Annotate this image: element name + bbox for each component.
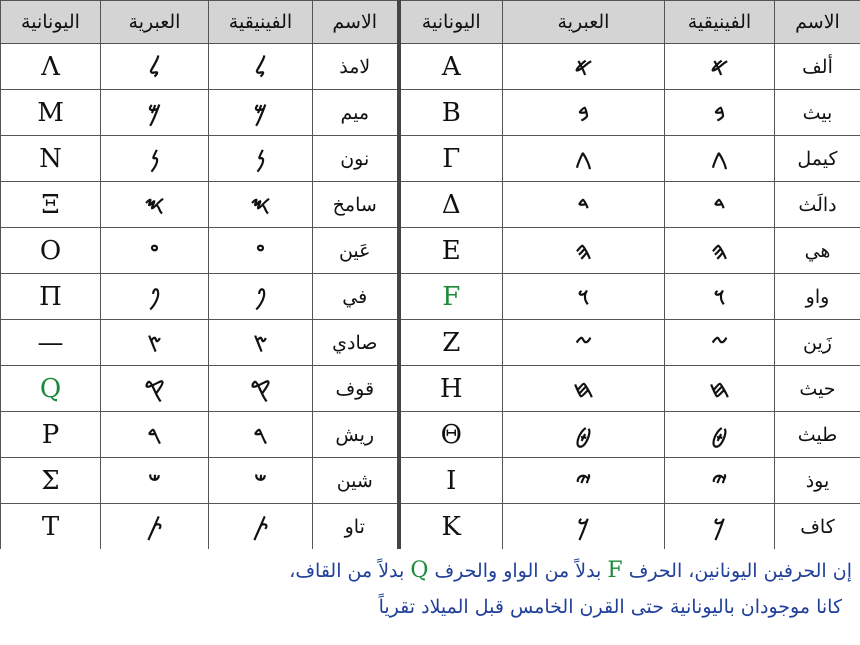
hebrew-letter-right: 𐤄 (503, 228, 665, 274)
phoenician-letter-right: 𐤄 (665, 228, 775, 274)
letter-name-left: عَين (313, 228, 399, 274)
hebrew-letter-right: 𐤁 (503, 90, 665, 136)
phoenician-letter-right: 𐤀 (665, 44, 775, 90)
footnote-letter-f: F (607, 558, 623, 583)
letter-name-left: صادي (313, 320, 399, 366)
phoenician-letter-right: 𐤉 (665, 458, 775, 504)
greek-letter-left: P (1, 412, 101, 458)
table-row (1, 412, 860, 458)
header-greek-left: اليونانية (1, 1, 101, 44)
header-phoenician-right: الفينيقية (665, 1, 775, 44)
header-row (1, 1, 860, 44)
greek-letter-right: A (399, 44, 503, 90)
footnote-text-a: إن الحرفين اليونانين، الحرف (628, 560, 852, 582)
footnote-letter-q: Q (410, 558, 429, 583)
phoenician-letter-right: 𐤈 (665, 412, 775, 458)
phoenician-letter-right: 𐤁 (665, 90, 775, 136)
letter-name-left: شين (313, 458, 399, 504)
greek-letter-left: Π (1, 274, 101, 320)
hebrew-letter-right: 𐤊 (503, 504, 665, 550)
hebrew-letter-left: 𐤐 (101, 274, 209, 320)
table-row (1, 90, 860, 136)
letter-name-right: زَين (775, 320, 860, 366)
greek-letter-right: B (399, 90, 503, 136)
letter-name-left: لامذ (313, 44, 399, 90)
phoenician-letter-right: 𐤆 (665, 320, 775, 366)
phoenician-letter-left: 𐤎 (209, 182, 313, 228)
phoenician-letter-right: 𐤇 (665, 366, 775, 412)
greek-letter-left: Q (1, 366, 101, 412)
footnote-text-c: بدلاً من القاف، (289, 560, 405, 582)
letter-name-left: قوف (313, 366, 399, 412)
phoenician-letter-right: 𐤂 (665, 136, 775, 182)
greek-letter-left: Λ (1, 44, 101, 90)
hebrew-letter-left: 𐤑 (101, 320, 209, 366)
footnote-line-2: كانا موجودان باليونانية حتى القرن الخامس قبل الميلاد تقرياً (378, 596, 842, 618)
hebrew-letter-left: 𐤋 (101, 44, 209, 90)
greek-letter-right: H (399, 366, 503, 412)
letter-name-right: دالَث (775, 182, 860, 228)
hebrew-letter-left: 𐤎 (101, 182, 209, 228)
hebrew-letter-left: 𐤍 (101, 136, 209, 182)
greek-letter-right: Γ (399, 136, 503, 182)
table-row (1, 228, 860, 274)
phoenician-letter-left: 𐤍 (209, 136, 313, 182)
header-greek-right: اليونانية (399, 1, 503, 44)
letter-name-left: سامخ (313, 182, 399, 228)
hebrew-letter-left: 𐤕 (101, 504, 209, 550)
hebrew-letter-right: 𐤇 (503, 366, 665, 412)
header-hebrew-left: العبرية (101, 1, 209, 44)
hebrew-letter-left: 𐤏 (101, 228, 209, 274)
header-name-right: الاسم (775, 1, 860, 44)
greek-letter-left: N (1, 136, 101, 182)
letter-name-right: حيث (775, 366, 860, 412)
footnote-line-1 (2, 558, 852, 583)
letter-name-left: نون (313, 136, 399, 182)
phoenician-letter-left: 𐤋 (209, 44, 313, 90)
letter-name-right: واو (775, 274, 860, 320)
table-row (1, 182, 860, 228)
hebrew-letter-right: 𐤃 (503, 182, 665, 228)
letter-name-right: ألف (775, 44, 860, 90)
table-row (1, 274, 860, 320)
phoenician-letter-right: 𐤊 (665, 504, 775, 550)
phoenician-letter-right: 𐤃 (665, 182, 775, 228)
greek-letter-left: M (1, 90, 101, 136)
phoenician-letter-left: 𐤐 (209, 274, 313, 320)
phoenician-letter-left: 𐤔 (209, 458, 313, 504)
hebrew-letter-left: 𐤓 (101, 412, 209, 458)
header-name-left: الاسم (313, 1, 399, 44)
table-row (1, 366, 860, 412)
hebrew-letter-right: 𐤂 (503, 136, 665, 182)
phoenician-letter-right: 𐤅 (665, 274, 775, 320)
greek-letter-left: — (1, 320, 101, 366)
phoenician-letter-left: 𐤓 (209, 412, 313, 458)
letter-name-right: كاف (775, 504, 860, 550)
hebrew-letter-right: 𐤀 (503, 44, 665, 90)
greek-letter-left: O (1, 228, 101, 274)
phoenician-letter-left: 𐤒 (209, 366, 313, 412)
greek-letter-right: K (399, 504, 503, 550)
letter-name-left: ميم (313, 90, 399, 136)
hebrew-letter-right: 𐤉 (503, 458, 665, 504)
table-row (1, 320, 860, 366)
table-row (1, 504, 860, 550)
greek-letter-right: Δ (399, 182, 503, 228)
table-row (1, 44, 860, 90)
letter-name-right: هي (775, 228, 860, 274)
letter-name-right: كيمل (775, 136, 860, 182)
hebrew-letter-left: 𐤔 (101, 458, 209, 504)
letter-name-left: ريش (313, 412, 399, 458)
letter-name-right: بيث (775, 90, 860, 136)
phoenician-letter-left: 𐤏 (209, 228, 313, 274)
phoenician-letter-left: 𐤑 (209, 320, 313, 366)
header-phoenician-left: الفينيقية (209, 1, 313, 44)
hebrew-letter-left: 𐤒 (101, 366, 209, 412)
greek-letter-right: F (399, 274, 503, 320)
greek-letter-left: Ξ (1, 182, 101, 228)
table-row (1, 136, 860, 182)
hebrew-letter-right: 𐤆 (503, 320, 665, 366)
letter-name-left: تاو (313, 504, 399, 550)
greek-letter-right: I (399, 458, 503, 504)
greek-letter-right: Z (399, 320, 503, 366)
phoenician-letter-left: 𐤌 (209, 90, 313, 136)
letter-name-right: يوذ (775, 458, 860, 504)
hebrew-letter-right: 𐤅 (503, 274, 665, 320)
header-hebrew-right: العبرية (503, 1, 665, 44)
phoenician-letter-left: 𐤕 (209, 504, 313, 550)
greek-letter-left: Σ (1, 458, 101, 504)
letter-name-right: طيث (775, 412, 860, 458)
letter-name-left: في (313, 274, 399, 320)
hebrew-letter-left: 𐤌 (101, 90, 209, 136)
footnote-text-b: بدلاً من الواو والحرف (434, 560, 602, 582)
greek-letter-right: Θ (399, 412, 503, 458)
greek-letter-left: T (1, 504, 101, 550)
hebrew-letter-right: 𐤈 (503, 412, 665, 458)
table-row (1, 458, 860, 504)
greek-letter-right: E (399, 228, 503, 274)
